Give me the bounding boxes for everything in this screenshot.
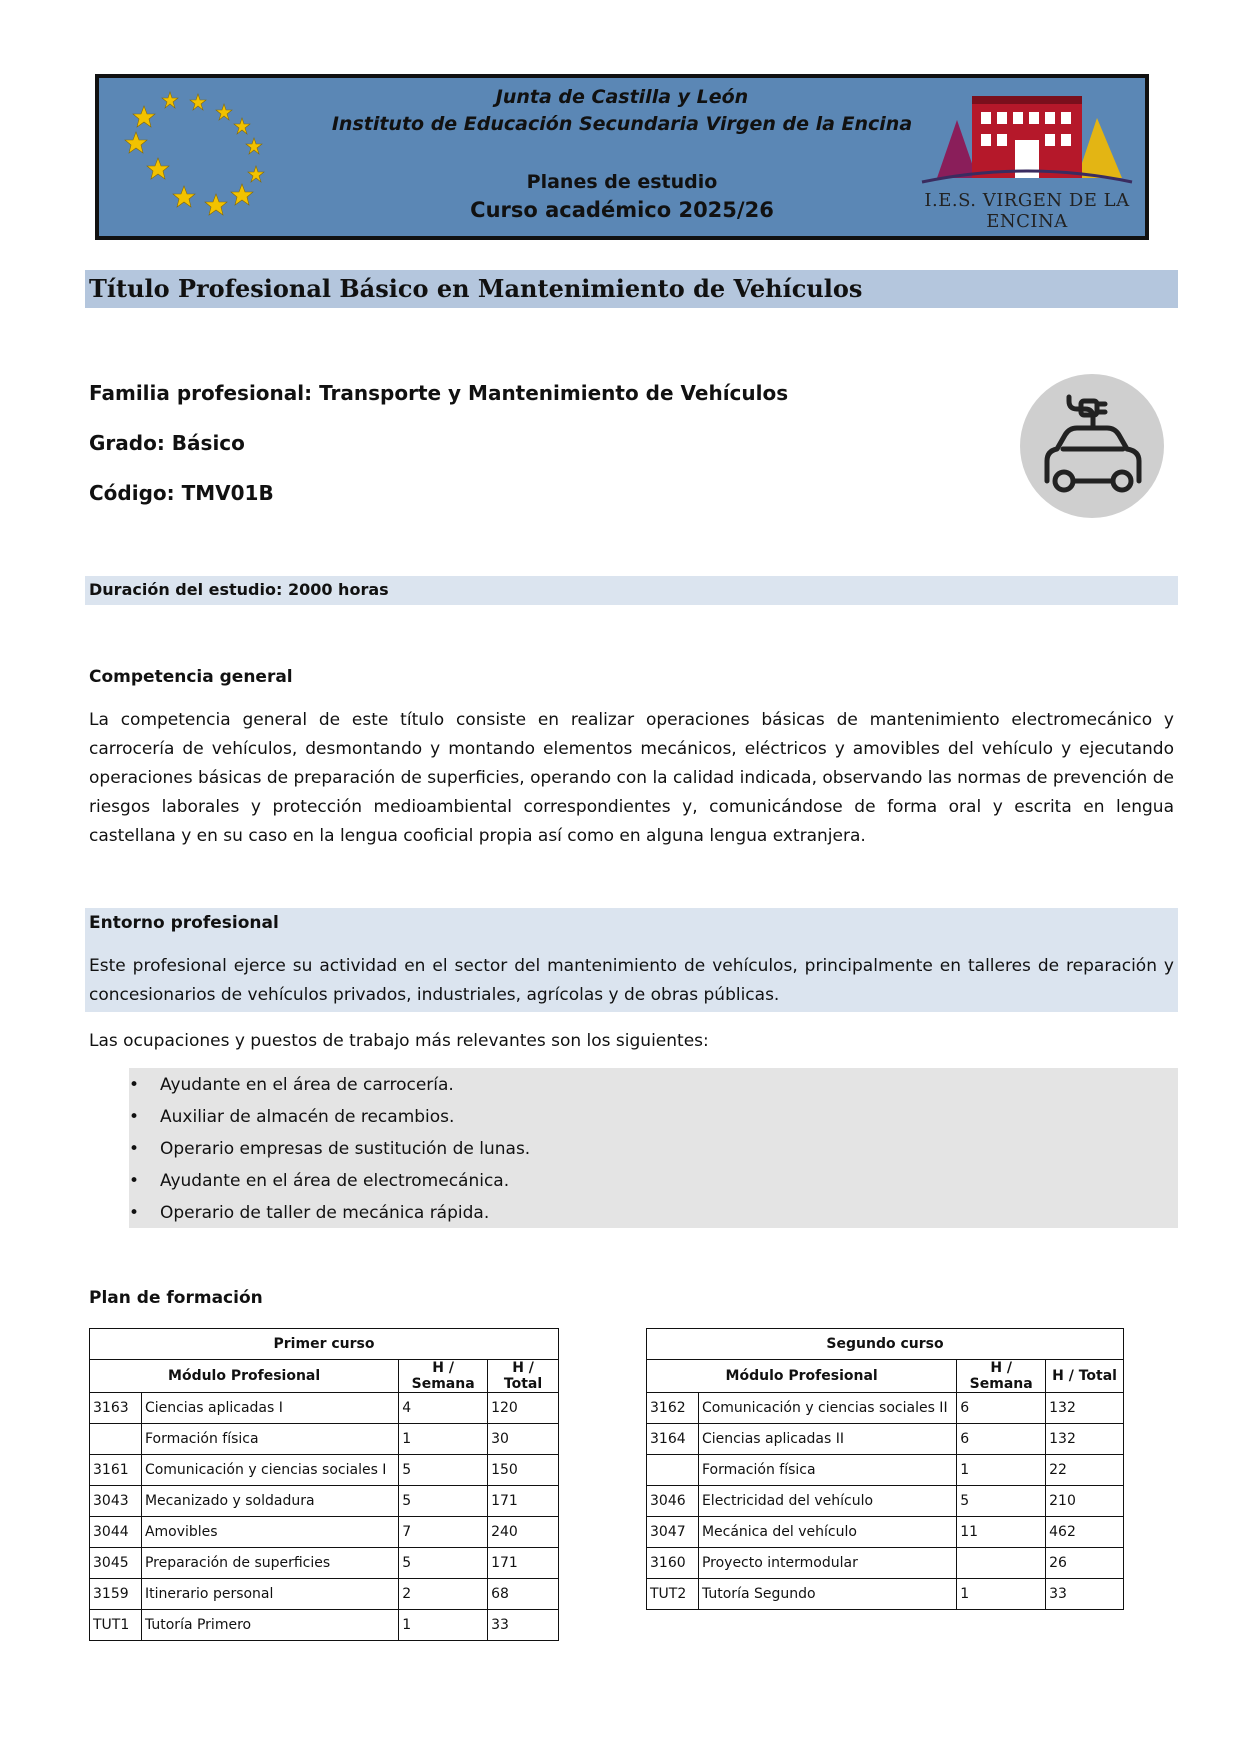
table-cell: Formación física: [141, 1424, 398, 1455]
table-row: [647, 1548, 1124, 1579]
col-header: Módulo Profesional: [90, 1360, 399, 1393]
table-cell: Comunicación y ciencias sociales II: [698, 1393, 956, 1424]
table-cell: [647, 1455, 699, 1486]
table-row: [90, 1610, 559, 1641]
segundo-curso-table: [646, 1328, 1124, 1610]
table-cell: Ciencias aplicadas II: [698, 1424, 956, 1455]
table-cell: 3046: [647, 1486, 699, 1517]
table-cell: 33: [488, 1610, 559, 1641]
bullet: •: [129, 1139, 140, 1159]
list-item-text: Auxiliar de almacén de recambios.: [160, 1107, 455, 1127]
header-banner: [95, 74, 1149, 240]
table-cell: 26: [1046, 1548, 1124, 1579]
col-header: H / Total: [1046, 1360, 1124, 1393]
list-item-text: Operario de taller de mecánica rápida.: [160, 1203, 490, 1223]
table-cell: 68: [488, 1579, 559, 1610]
table-cell: 3163: [90, 1393, 142, 1424]
list-item-text: Ayudante en el área de electromecánica.: [160, 1171, 510, 1191]
table-cell: Amovibles: [141, 1517, 398, 1548]
table-cell: Preparación de superficies: [141, 1548, 398, 1579]
table-row: [647, 1424, 1124, 1455]
table-row: [90, 1517, 559, 1548]
school-logo: [917, 90, 1137, 230]
primer-curso-table: [89, 1328, 559, 1641]
table-cell: 462: [1046, 1517, 1124, 1548]
bullet: •: [129, 1171, 140, 1191]
plan-heading: Plan de formación: [89, 1288, 263, 1308]
table-row: [647, 1455, 1124, 1486]
table-cell: 3162: [647, 1393, 699, 1424]
school-building-icon: [917, 90, 1137, 190]
competencia-heading: Competencia general: [89, 667, 293, 687]
title-bar: [85, 270, 1178, 308]
table-cell: 6: [957, 1424, 1046, 1455]
header-plans: Planes de estudio: [526, 171, 718, 193]
table-cell: Mecanizado y soldadura: [141, 1486, 398, 1517]
duration: Duración del estudio: 2000 horas: [89, 580, 389, 599]
page-title: Título Profesional Básico en Mantenimiento de Vehículos: [89, 274, 863, 303]
table-cell: 120: [488, 1393, 559, 1424]
table-row: [90, 1455, 559, 1486]
table-cell: Tutoría Segundo: [698, 1579, 956, 1610]
table-cell: 6: [957, 1393, 1046, 1424]
ocupaciones-intro: Las ocupaciones y puestos de trabajo más relevantes son los siguientes:: [89, 1031, 709, 1051]
electric-car-icon: [1019, 373, 1165, 519]
list-item-text: Ayudante en el área de carrocería.: [160, 1075, 454, 1095]
table-cell: 5: [399, 1486, 488, 1517]
col-header: Módulo Profesional: [647, 1360, 957, 1393]
table-cell: [90, 1424, 142, 1455]
school-logo-text: I.E.S. VIRGEN DE LA ENCINA: [924, 190, 1130, 232]
table-cell: Itinerario personal: [141, 1579, 398, 1610]
table-cell: 150: [488, 1455, 559, 1486]
table-row: [647, 1393, 1124, 1424]
familia-profesional: Familia profesional: Transporte y Mantenimiento de Vehículos: [89, 381, 789, 405]
col-header: H / Total: [488, 1360, 559, 1393]
table-row: [90, 1579, 559, 1610]
table-cell: 3043: [90, 1486, 142, 1517]
table-row: [647, 1486, 1124, 1517]
table-cell: 3045: [90, 1548, 142, 1579]
table-cell: 33: [1046, 1579, 1124, 1610]
duration-band: [85, 576, 1178, 605]
table-cell: Mecánica del vehículo: [698, 1517, 956, 1548]
table-cell: Ciencias aplicadas I: [141, 1393, 398, 1424]
table-cell: 3044: [90, 1517, 142, 1548]
col-header: H / Semana: [957, 1360, 1046, 1393]
table-cell: TUT2: [647, 1579, 699, 1610]
table-cell: 4: [399, 1393, 488, 1424]
col-header: H / Semana: [399, 1360, 488, 1393]
codigo: Código: TMV01B: [89, 481, 274, 505]
table-cell: 3160: [647, 1548, 699, 1579]
table-cell: 171: [488, 1486, 559, 1517]
table-cell: 132: [1046, 1424, 1124, 1455]
ocupaciones-list: [129, 1068, 1178, 1228]
table-cell: Tutoría Primero: [141, 1610, 398, 1641]
table-cell: 1: [399, 1424, 488, 1455]
table-cell: 11: [957, 1517, 1046, 1548]
table-cell: Electricidad del vehículo: [698, 1486, 956, 1517]
table-row: [90, 1548, 559, 1579]
table-cell: TUT1: [90, 1610, 142, 1641]
table-row: [90, 1393, 559, 1424]
table-cell: 171: [488, 1548, 559, 1579]
bullet: •: [129, 1203, 140, 1223]
grado: Grado: Básico: [89, 431, 245, 455]
competencia-text: La competencia general de este título consiste en realizar operaciones básicas de mantenimiento electromecánico y carrocería de vehículos, desmontando y montando elementos mecánicos, eléctricos y amovibles del vehículo y ejecutando operaciones básicas de preparación de superficies, operando con la calidad indicada, observando las normas de prevención de riesgos laborales y protección medioambiental correspondientes y, comunicándose de forma oral y escrita en lengua castellana y en su caso en la lengua cooficial propia así como en alguna lengua extranjera.: [89, 710, 1174, 846]
entorno-text: Este profesional ejerce su actividad en el sector del mantenimiento de vehículos, principalmente en talleres de reparación y concesionarios de vehículos privados, industriales, agrícolas y de obras públicas.: [89, 956, 1174, 1005]
table-cell: Comunicación y ciencias sociales I: [141, 1455, 398, 1486]
table-cell: Proyecto intermodular: [698, 1548, 956, 1579]
header-institution: Junta de Castilla y León: [495, 86, 749, 108]
table-cell: 240: [488, 1517, 559, 1548]
header-school: Instituto de Educación Secundaria Virgen de la Encina: [331, 113, 913, 135]
table-cell: Formación física: [698, 1455, 956, 1486]
table-cell: 1: [399, 1610, 488, 1641]
table-row: [90, 1424, 559, 1455]
table-cell: 7: [399, 1517, 488, 1548]
entorno-heading: Entorno profesional: [89, 913, 279, 933]
table-cell: 5: [399, 1455, 488, 1486]
table-cell: 3159: [90, 1579, 142, 1610]
table-cell: 132: [1046, 1393, 1124, 1424]
table-title: Primer curso: [90, 1329, 559, 1360]
table-cell: 30: [488, 1424, 559, 1455]
table-row: [647, 1579, 1124, 1610]
table-cell: 210: [1046, 1486, 1124, 1517]
table-cell: [957, 1548, 1046, 1579]
table-cell: 1: [957, 1579, 1046, 1610]
table-title: Segundo curso: [647, 1329, 1124, 1360]
table-row: [647, 1517, 1124, 1548]
table-cell: 5: [957, 1486, 1046, 1517]
table-cell: 2: [399, 1579, 488, 1610]
bullet: •: [129, 1075, 140, 1095]
table-cell: 3164: [647, 1424, 699, 1455]
table-cell: 5: [399, 1548, 488, 1579]
table-cell: 22: [1046, 1455, 1124, 1486]
table-cell: 3047: [647, 1517, 699, 1548]
header-course-year: Curso académico 2025/26: [470, 198, 774, 222]
table-cell: 1: [957, 1455, 1046, 1486]
bullet: •: [129, 1107, 140, 1127]
table-cell: 3161: [90, 1455, 142, 1486]
table-row: [90, 1486, 559, 1517]
list-item-text: Operario empresas de sustitución de lunas.: [160, 1139, 531, 1159]
